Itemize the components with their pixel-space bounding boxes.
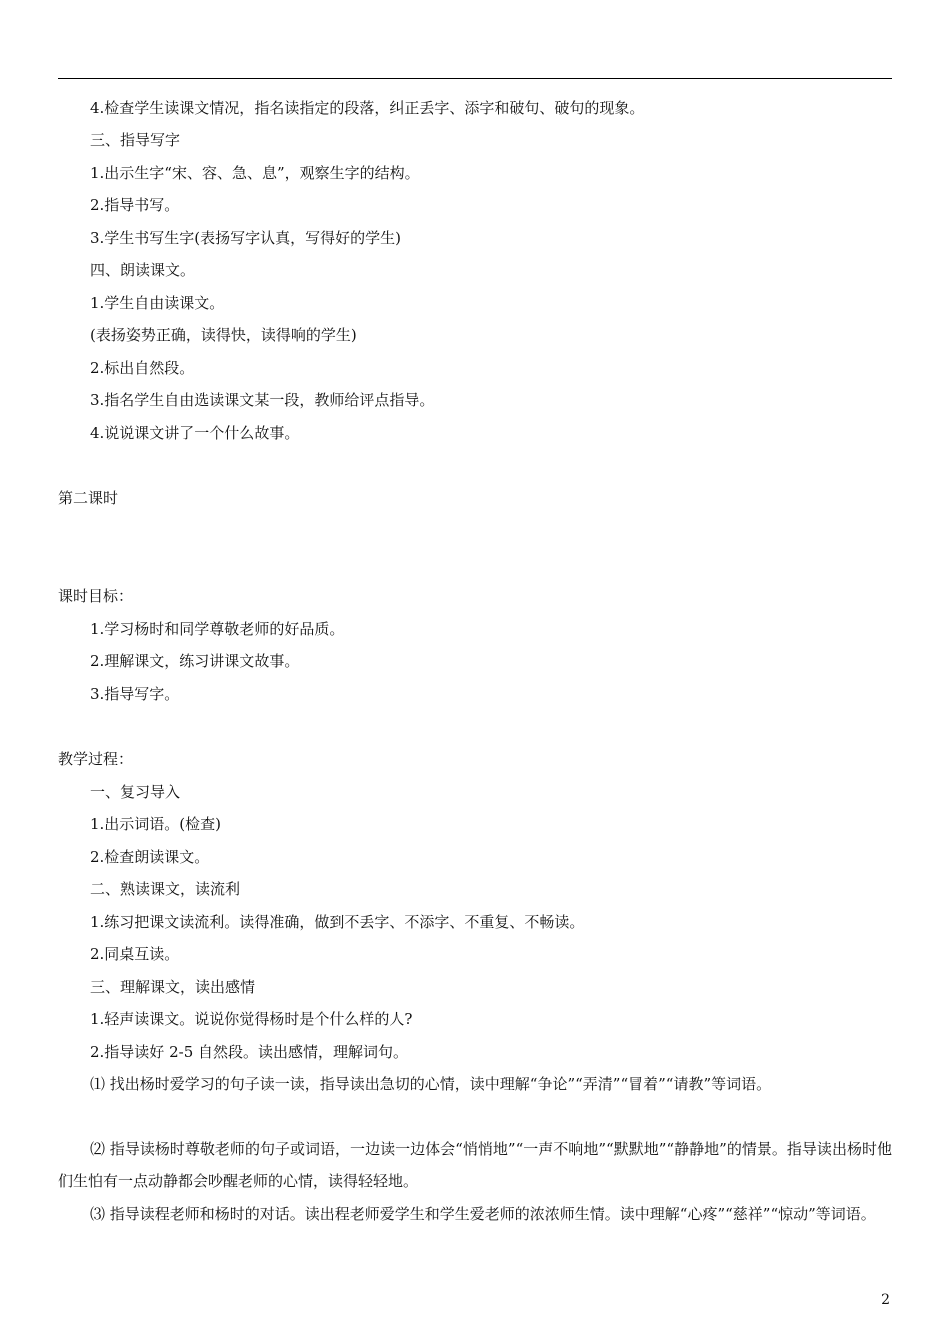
lesson-title: 第二课时 [58, 489, 119, 507]
text-line: 1.学习杨时和同学尊敬老师的好品质。 [90, 620, 345, 638]
body-paragraph: ⑵ 指导读杨时尊敬老师的句子或词语，一边读一边体会“悄悄地”“一声不响地”“默默地”“静静地”的情景。指导读出杨时他们生怕有一点动静都会吵醒老师的心情，读得轻轻地。 [58, 1140, 892, 1190]
text-line: 2.标出自然段。 [90, 359, 195, 377]
section-heading: 二、熟读课文，读流利 [90, 880, 241, 898]
text-line: 3.指名学生自由选读课文某一段，教师给评点指导。 [90, 391, 435, 409]
section-heading: 四、朗读课文。 [90, 261, 196, 279]
text-line: (表扬姿势正确，读得快，读得响的学生) [90, 326, 357, 344]
text-line: 3.学生书写生字(表扬写字认真，写得好的学生) [90, 229, 402, 247]
section-heading: 三、指导写字 [90, 131, 181, 149]
objectives-heading: 课时目标： [58, 587, 134, 605]
text-line: 3.指导写字。 [90, 685, 180, 703]
header-rule [58, 78, 892, 79]
section-heading: 一、复习导入 [90, 783, 181, 801]
page-number: 2 [881, 1292, 890, 1308]
text-line: 2.指导读好 2-5 自然段。读出感情，理解词句。 [90, 1043, 409, 1061]
text-line: 1.练习把课文读流利。读得准确，做到不丢字、不添字、不重复、不畅读。 [90, 913, 585, 931]
body-paragraph: ⑴ 找出杨时爱学习的句子读一读，指导读出急切的心情，读中理解“争论”“弄清”“冒着”“请教”等词语。 [90, 1075, 772, 1093]
text-line: 4.说说课文讲了一个什么故事。 [90, 424, 300, 442]
text-line: 1.轻声读课文。说说你觉得杨时是个什么样的人? [90, 1010, 413, 1028]
text-line: 1.出示词语。(检查) [90, 815, 222, 833]
section-heading: 三、理解课文，读出感情 [90, 978, 256, 996]
text-line: 1.出示生字“宋、容、急、息”，观察生字的结构。 [90, 164, 420, 182]
text-line: 2.检查朗读课文。 [90, 848, 210, 866]
body-paragraph: ⑶ 指导读程老师和杨时的对话。读出程老师爱学生和学生爱老师的浓浓师生情。读中理解“心疼”“慈祥”“惊动”等词语。 [90, 1205, 876, 1223]
text-line: 4.检查学生读课文情况，指名读指定的段落，纠正丢字、添字和破句、破句的现象。 [90, 99, 645, 117]
text-line: 2.理解课文，练习讲课文故事。 [90, 652, 300, 670]
process-heading: 教学过程： [58, 750, 134, 768]
text-line: 2.指导书写。 [90, 196, 180, 214]
text-line: 1.学生自由读课文。 [90, 294, 225, 312]
text-line: 2.同桌互读。 [90, 945, 180, 963]
